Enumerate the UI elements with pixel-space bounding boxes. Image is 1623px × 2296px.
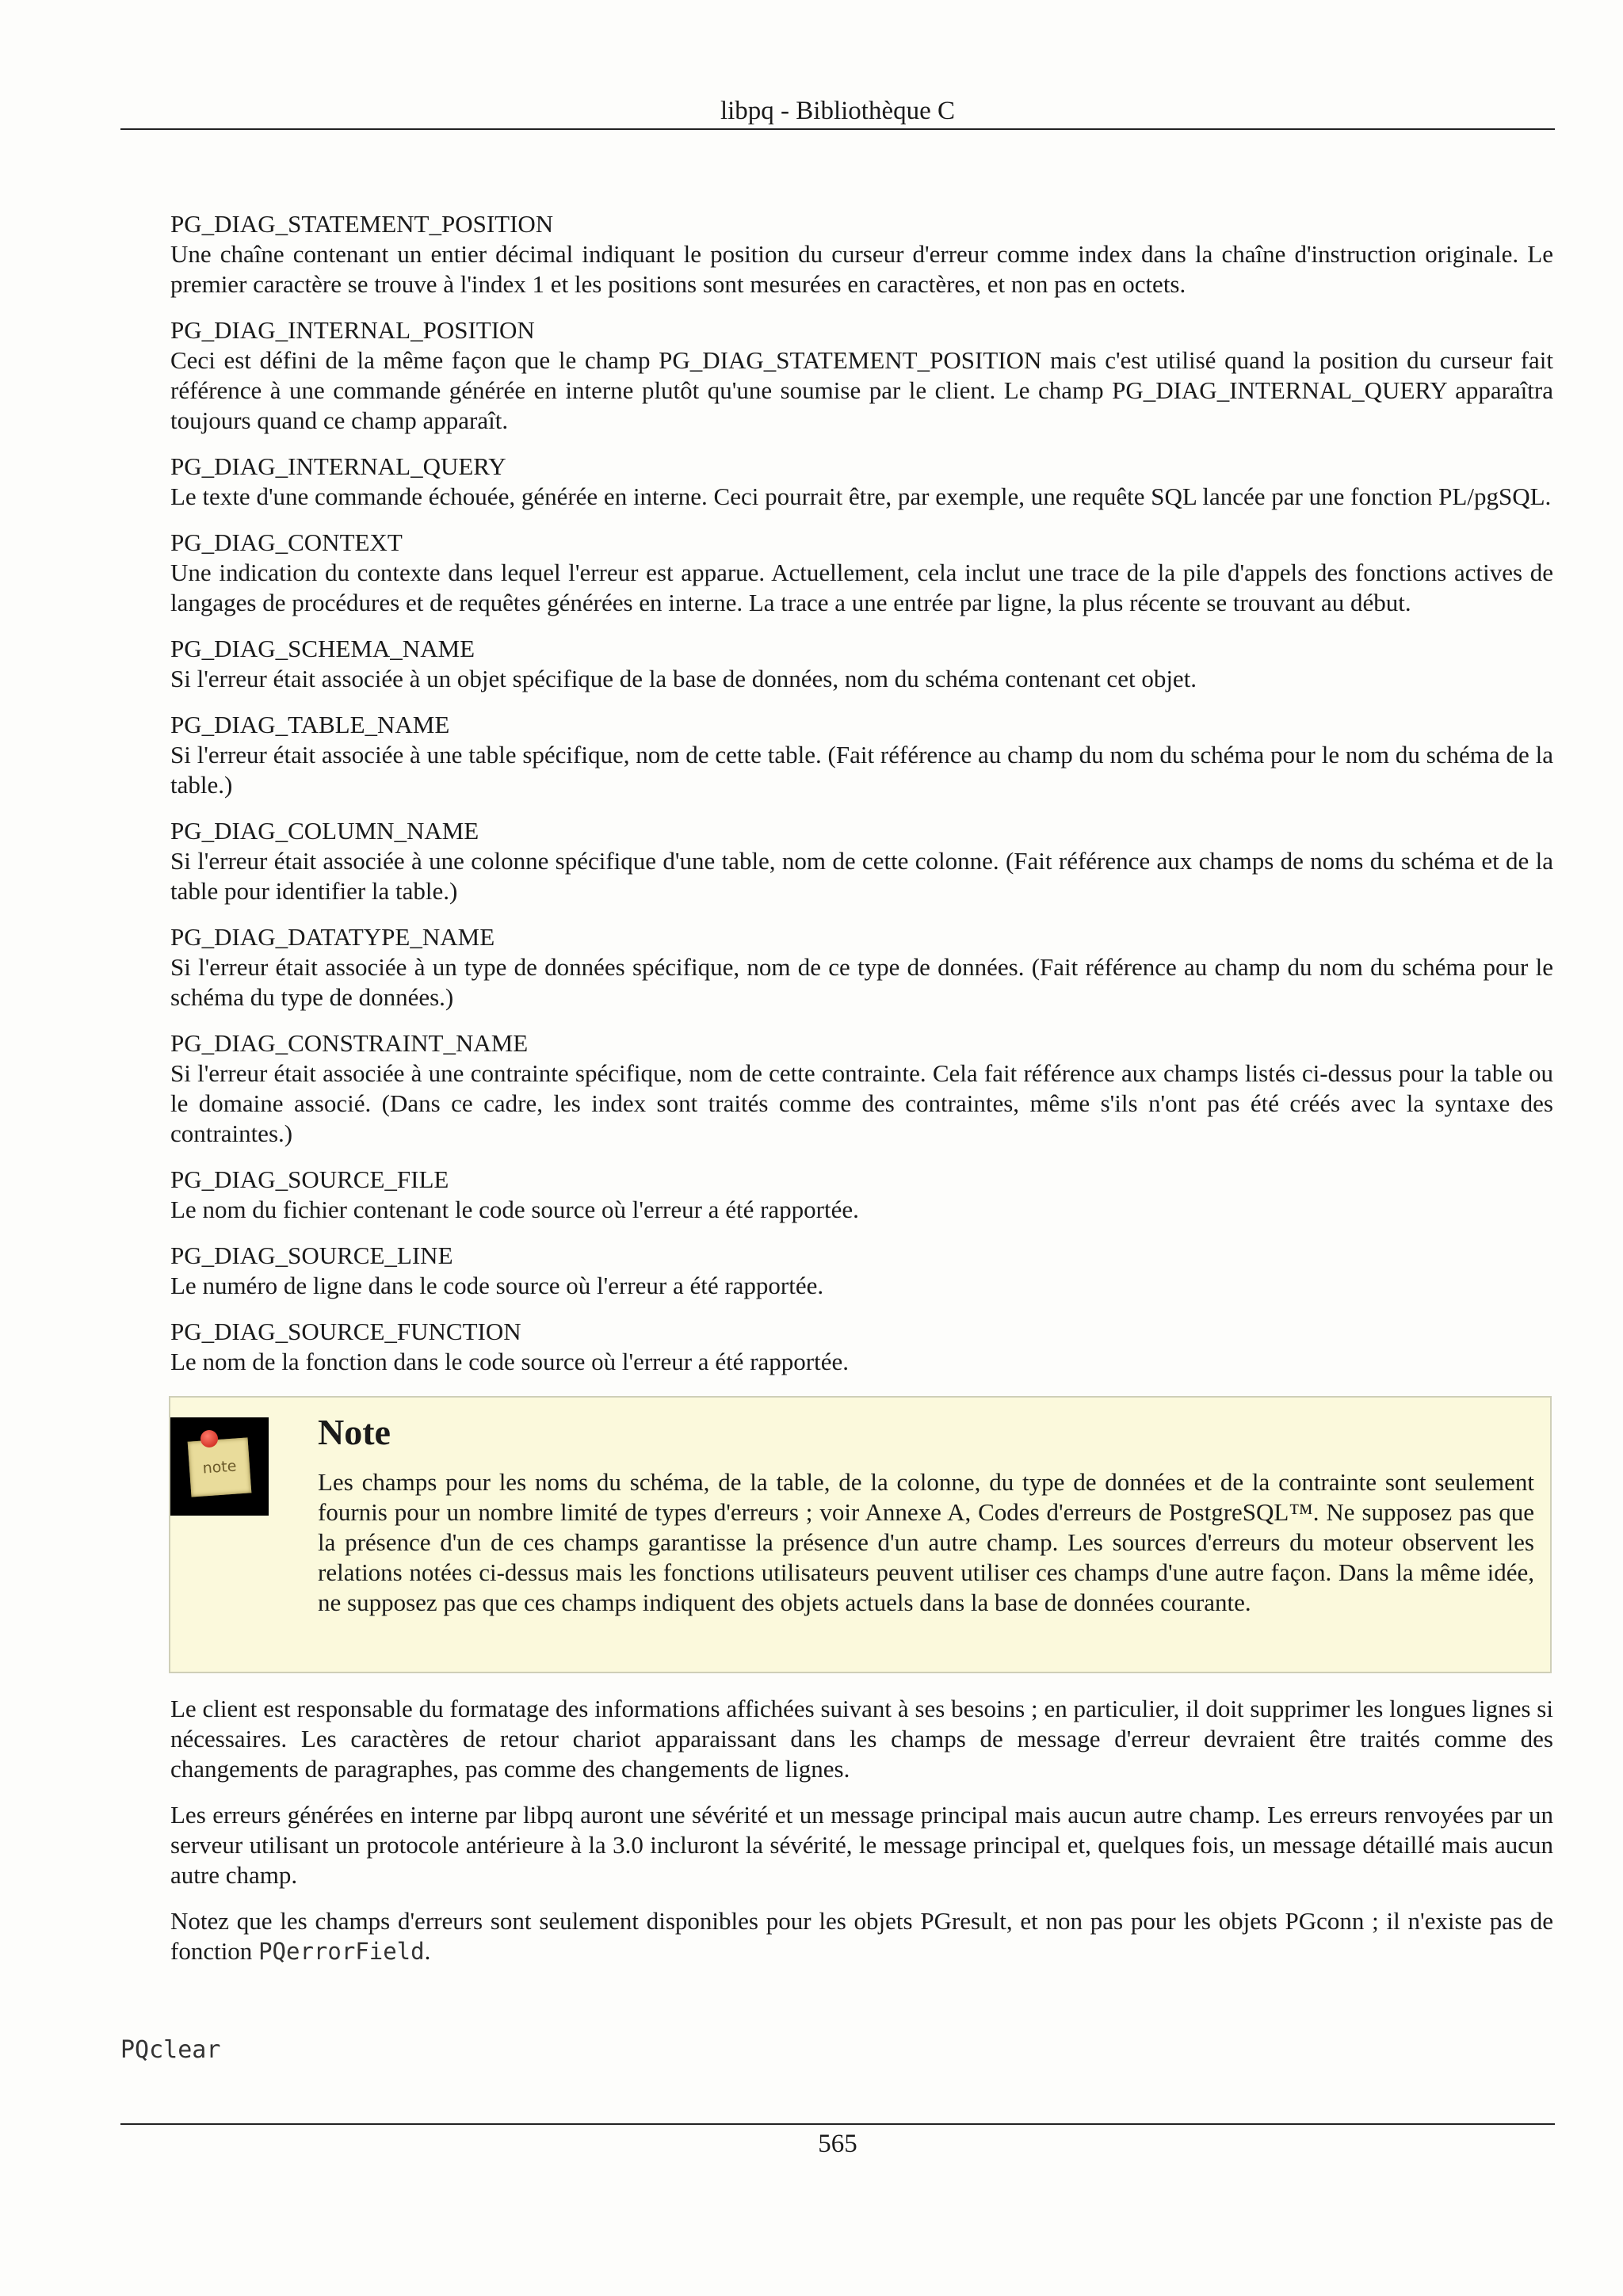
field-entry [170,1317,1553,1377]
field-entry [170,634,1553,694]
field-definition: Le nom de la fonction dans le code source où l'erreur a été rapportée. [170,1348,849,1375]
field-definition: Une indication du contexte dans lequel l'erreur est apparue. Actuellement, cela inclut une trace de la pile d'appels des fonctions actives de langages de procédures et de requêtes générées en interne. La trace a une entrée par ligne, la plus récente se trouvant au début. [170,559,1553,616]
field-list [170,209,1553,1377]
field-definition: Si l'erreur était associée à une contrainte spécifique, nom de cette contrainte. Cela fait référence aux champs listés ci-dessus pour la table ou le domaine associé. (Dans ce cadre, les index sont traités comme des contraintes, même s'ils n'ont pas été créés avec la syntaxe des contraintes.) [170,1059,1553,1147]
paragraph-formatting: Le client est responsable du formatage des informations affichées suivant à ses besoins ; en particulier, il doit supprimer les longues lignes si nécessaires. Les caractères de retour chariot apparaissant dans les champs de message d'erreur devraient être traités comme des changements de paragraphes, pas comme des changements de lignes. [170,1695,1553,1783]
note-title: Note [318,1412,391,1452]
field-definition: Ceci est défini de la même façon que le champ PG_DIAG_STATEMENT_POSITION mais c'est utilisé quand la position du curseur fait référence à une commande générée en interne plutôt qu'une soumise par le client. Le champ PG_DIAG_INTERNAL_QUERY apparaîtra toujours quand ce champ apparaît. [170,346,1553,434]
field-entry [170,528,1553,618]
field-definition: Si l'erreur était associée à un objet spécifique de la base de données, nom du schéma contenant cet objet. [170,665,1197,692]
field-definition: Le numéro de ligne dans le code source où l'erreur a été rapportée. [170,1272,824,1299]
function-name: PQerrorField [258,1938,425,1965]
field-entry [170,1241,1553,1301]
field-term: PG_DIAG_INTERNAL_POSITION [170,316,535,344]
field-term: PG_DIAG_COLUMN_NAME [170,817,479,845]
field-term: PG_DIAG_SCHEMA_NAME [170,635,475,662]
field-definition: Une chaîne contenant un entier décimal indiquant le position du curseur d'erreur comme index dans la chaîne d'instruction originale. Le premier caractère se trouve à l'index 1 et les positions sont mesurées en caractères, et non pas en octets. [170,240,1553,298]
field-entry [170,1028,1553,1149]
field-definition: Si l'erreur était associée à un type de données spécifique, nom de ce type de données. (Fait référence au champ du nom du schéma pour le schéma du type de données.) [170,953,1553,1011]
field-term: PG_DIAG_DATATYPE_NAME [170,923,495,951]
paragraph-availability [170,1906,1553,1966]
paragraph-end: . [424,1937,431,1965]
pushpin-icon [200,1430,218,1447]
paragraph-internal-errors: Les erreurs générées en interne par libpq auront une sévérité et un message principal mais aucun autre champ. Les erreurs renvoyées par un serveur utilisant un protocole antérieure à la 3.0 incluront la sévérité, le message principal et, quelques fois, un message détaillé mais aucun autre champ. [170,1801,1553,1889]
field-term: PG_DIAG_INTERNAL_QUERY [170,452,506,480]
paragraph-text: Notez que les champs d'erreurs sont seulement disponibles pour les objets PGresult, et non pas pour les objets PGconn ; il n'existe pas de fonction [170,1907,1553,1965]
field-entry [170,922,1553,1013]
running-header: libpq - Bibliothèque C [720,97,956,125]
note-icon [170,1417,269,1516]
field-entry [170,816,1553,906]
field-term: PG_DIAG_STATEMENT_POSITION [170,210,554,238]
field-definition: Le texte d'une commande échouée, générée en interne. Ceci pourrait être, par exemple, une requête SQL lancée par une fonction PL/pgSQL. [170,482,1552,510]
note-text: Les champs pour les noms du schéma, de la table, de la colonne, du type de données et de la contrainte sont seulement fournis pour un nombre limité de types d'erreurs ; voir Annexe A, Codes d'erreurs de PostgreSQL™. Ne supposez pas que la présence d'un de ces champs garantisse la présence d'un autre champ. Les sources d'erreurs du moteur observent les relations notées ci-dessus mais les fonctions utilisateurs peuvent utiliser ces champs d'une autre façon. Dans la même idée, ne supposez pas que ces champs indiquent des objets actuels dans la base de données courante. [318,1468,1534,1616]
field-term: PG_DIAG_TABLE_NAME [170,711,450,738]
note-paper: note [188,1437,252,1497]
field-entry [170,452,1553,512]
field-term: PG_DIAG_SOURCE_FUNCTION [170,1318,521,1345]
field-term: PG_DIAG_CONTEXT [170,528,403,556]
field-entry [170,710,1553,800]
header-rule [120,128,1555,130]
field-term: PG_DIAG_CONSTRAINT_NAME [170,1029,529,1057]
field-entry [170,209,1553,299]
field-entry [170,315,1553,436]
page-content [170,209,1553,1982]
note-box [169,1396,1552,1673]
field-term: PG_DIAG_SOURCE_FILE [170,1165,449,1193]
field-term: PG_DIAG_SOURCE_LINE [170,1241,453,1269]
field-definition: Le nom du fichier contenant le code source où l'erreur a été rapportée. [170,1196,859,1223]
field-definition: Si l'erreur était associée à une colonne spécifique d'une table, nom de cette colonne. (Fait référence aux champs de noms du schéma et de la table pour identifier la table.) [170,847,1553,905]
field-entry [170,1165,1553,1225]
function-term: PQclear [120,2036,221,2064]
page-number: 565 [818,2130,857,2158]
field-definition: Si l'erreur était associée à une table spécifique, nom de cette table. (Fait référence au champ du nom du schéma pour le nom du schéma de la table.) [170,741,1553,799]
